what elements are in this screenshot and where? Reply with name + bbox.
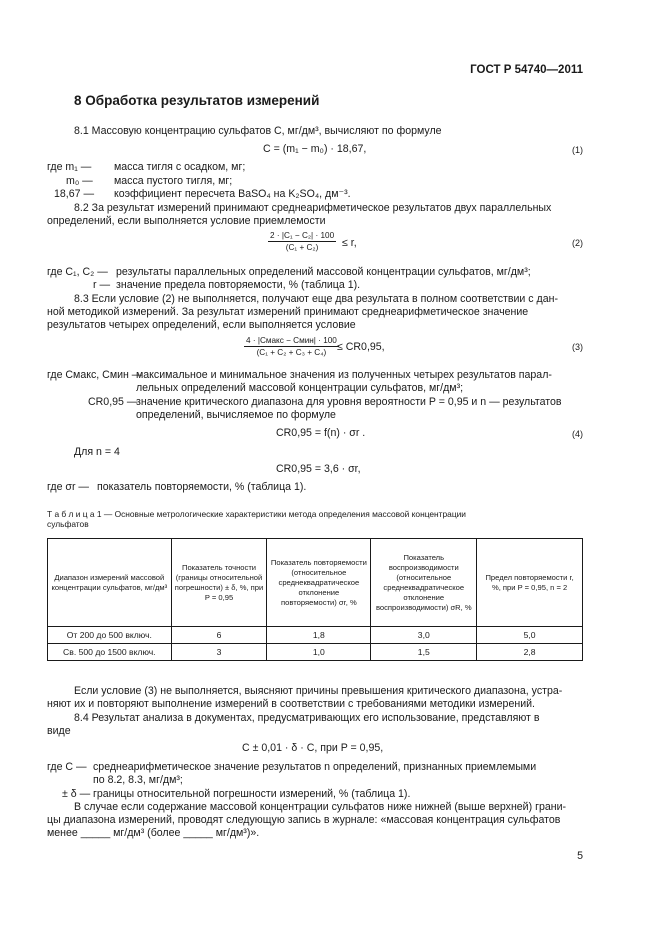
where-3-desc-2: значение критического диапазона для уровня вероятности P = 0,95 и n — результатов xyxy=(136,396,562,408)
where-6-desc-0: среднеарифметическое значение результатов n определений, признанных приемлемыми xyxy=(93,761,537,773)
table-cell: 3 xyxy=(171,644,267,661)
page-number: 5 xyxy=(577,850,583,862)
where-6-desc-2: границы относительной погрешности измерений, % (таблица 1). xyxy=(93,788,411,800)
table-header-row xyxy=(48,539,583,627)
equation-4-number: (4) xyxy=(572,429,583,439)
table-header-repeatability: Показатель повторяемости (относительное среднеквадратическое отклонение повторяемости) σr, % xyxy=(267,539,371,627)
equation-1: C = (m₁ − m₀) · 18,67, xyxy=(263,143,367,155)
paragraph-8-1: 8.1 Массовую концентрацию сульфатов C, мг/дм³, вычисляют по формуле xyxy=(74,125,442,137)
paragraph-8-3-line-1: 8.3 Если условие (2) не выполняется, получают еще два результата в полном соответствии с дан- xyxy=(74,293,558,305)
table-header-reproducibility: Показатель воспроизводимости (относительное среднеквадратическое отклонение воспроизводимости) σR, % xyxy=(371,539,477,627)
table-cell: 1,0 xyxy=(267,644,371,661)
table-row xyxy=(48,627,583,644)
where-5-sym: где σr — xyxy=(47,481,90,493)
final-paragraph-line-2: цы диапазона измерений, проводят следующую запись в журнале: «массовая концентрация сульфатов xyxy=(47,814,561,826)
table-header-accuracy: Показатель точности (границы относительной погрешности) ± δ, %, при P = 0,95 xyxy=(171,539,267,627)
where-3-sym-2: CR0,95 — xyxy=(88,396,138,408)
table-cell: 5,0 xyxy=(477,627,583,644)
paragraph-8-3-line-2: ной методикой измерений. За результат измерений принимают среднеарифметическое значение xyxy=(47,306,529,318)
table-cell: 1,8 xyxy=(267,627,371,644)
table-row xyxy=(48,644,583,661)
document-id: ГОСТ Р 54740—2011 xyxy=(470,64,583,76)
table-cell: 6 xyxy=(171,627,267,644)
where-5-desc: показатель повторяемости, % (таблица 1). xyxy=(97,481,307,493)
equation-3-number: (3) xyxy=(572,342,583,352)
section-title: 8 Обработка результатов измерений xyxy=(74,93,320,108)
where-2-sym-0: где C₁, C₂ — xyxy=(47,266,108,278)
where-1-sym-1: m₀ — xyxy=(66,175,93,187)
paragraph-8-4-line-1: 8.4 Результат анализа в документах, предусматривающих его использование, представляют в xyxy=(74,712,540,724)
equation-3-tail: ≤ CR0,95, xyxy=(337,341,385,353)
where-1-desc-2: коэффициент пересчета BaSO₄ на K₂SO₄, дм⁻³. xyxy=(114,188,351,200)
paragraph-8-2-line-1: 8.2 За результат измерений принимают среднеарифметическое результатов двух параллельных xyxy=(74,202,552,214)
for-n-line: Для n = 4 xyxy=(74,446,120,458)
equation-2-tail: ≤ r, xyxy=(342,237,357,249)
after-table-line-1: Если условие (3) не выполняется, выясняют причины превышения критического диапазона, устра- xyxy=(74,685,563,697)
equation-2-numerator: 2 · |C₁ − C₂| · 100 xyxy=(270,231,335,240)
equation-3-denominator: (C₁ + C₂ + C₃ + C₄) xyxy=(256,348,327,357)
table-cell: От 200 до 500 включ. xyxy=(48,627,172,644)
table-cell: 2,8 xyxy=(477,644,583,661)
final-paragraph-line-3: менее _____ мг/дм³ (более _____ мг/дм³)». xyxy=(47,827,260,839)
where-1-desc-0: масса тигля с осадком, мг; xyxy=(114,161,246,173)
equation-3-numerator: 4 · |Cмакс − Cмин| · 100 xyxy=(246,336,337,345)
where-3-desc-0: максимальное и минимальное значения из полученных четырех результатов парал- xyxy=(136,369,552,381)
equation-6: C ± 0,01 · δ · C, при P = 0,95, xyxy=(242,742,384,754)
where-2-desc-0: результаты параллельных определений массовой концентрации сульфатов, мг/дм³; xyxy=(116,266,531,278)
paragraph-8-2-line-2: определений, если выполняется условие приемлемости xyxy=(47,215,326,227)
paragraph-8-3-line-3: результатов четырех определений, если выполняется условие xyxy=(47,319,356,331)
equation-3-fraction xyxy=(244,336,339,357)
where-2-desc-1: значение предела повторяемости, % (таблица 1). xyxy=(116,279,361,291)
equation-4: CR0,95 = f(n) · σr . xyxy=(276,427,366,439)
where-1-sym-2: 18,67 — xyxy=(54,188,95,200)
equation-2-fraction xyxy=(268,231,336,252)
where-3-desc-1: лельных определений массовой концентрации сульфатов, мг/дм³; xyxy=(136,382,464,394)
table-cell: 1,5 xyxy=(371,644,477,661)
where-3-desc-3: определений, вычисляемое по формуле xyxy=(136,409,336,421)
where-6-sym-0: где C — xyxy=(47,761,87,773)
table-header-range: Диапазон измерений массовой концентрации сульфатов, мг/дм³ xyxy=(48,539,172,627)
equation-2-number: (2) xyxy=(572,238,583,248)
table-1 xyxy=(47,538,583,661)
table-header-repeatability-limit: Предел повторяемости r, %, при P = 0,95, n = 2 xyxy=(477,539,583,627)
where-3-sym-0: где Cмакс, Cмин — xyxy=(47,369,143,381)
where-6-sym-2: ± δ — xyxy=(62,788,91,800)
after-table-line-2: няют их и повторяют выполнение измерений в соответствии с требованиями методики измерений. xyxy=(47,698,535,710)
final-paragraph-line-1: В случае если содержание массовой концентрации сульфатов ниже нижней (выше верхней) грани- xyxy=(74,801,567,813)
equation-1-number: (1) xyxy=(572,145,583,155)
equation-2-denominator: (C₁ + C₂) xyxy=(285,243,319,252)
where-1-sym-0: где m₁ — xyxy=(47,161,92,173)
where-1-desc-1: масса пустого тигля, мг; xyxy=(114,175,233,187)
where-6-desc-1: по 8.2, 8.3, мг/дм³; xyxy=(93,774,183,786)
where-2-sym-1: r — xyxy=(93,279,111,291)
paragraph-8-4-line-2: виде xyxy=(47,725,71,737)
table-cell: Св. 500 до 1500 включ. xyxy=(48,644,172,661)
table-1-caption-line-2: сульфатов xyxy=(47,519,89,529)
table-cell: 3,0 xyxy=(371,627,477,644)
table-1-caption-line-1: Т а б л и ц а 1 — Основные метрологические характеристики метода определения массовой концентрации xyxy=(47,509,466,519)
equation-5: CR0,95 = 3,6 · σr, xyxy=(276,463,361,475)
